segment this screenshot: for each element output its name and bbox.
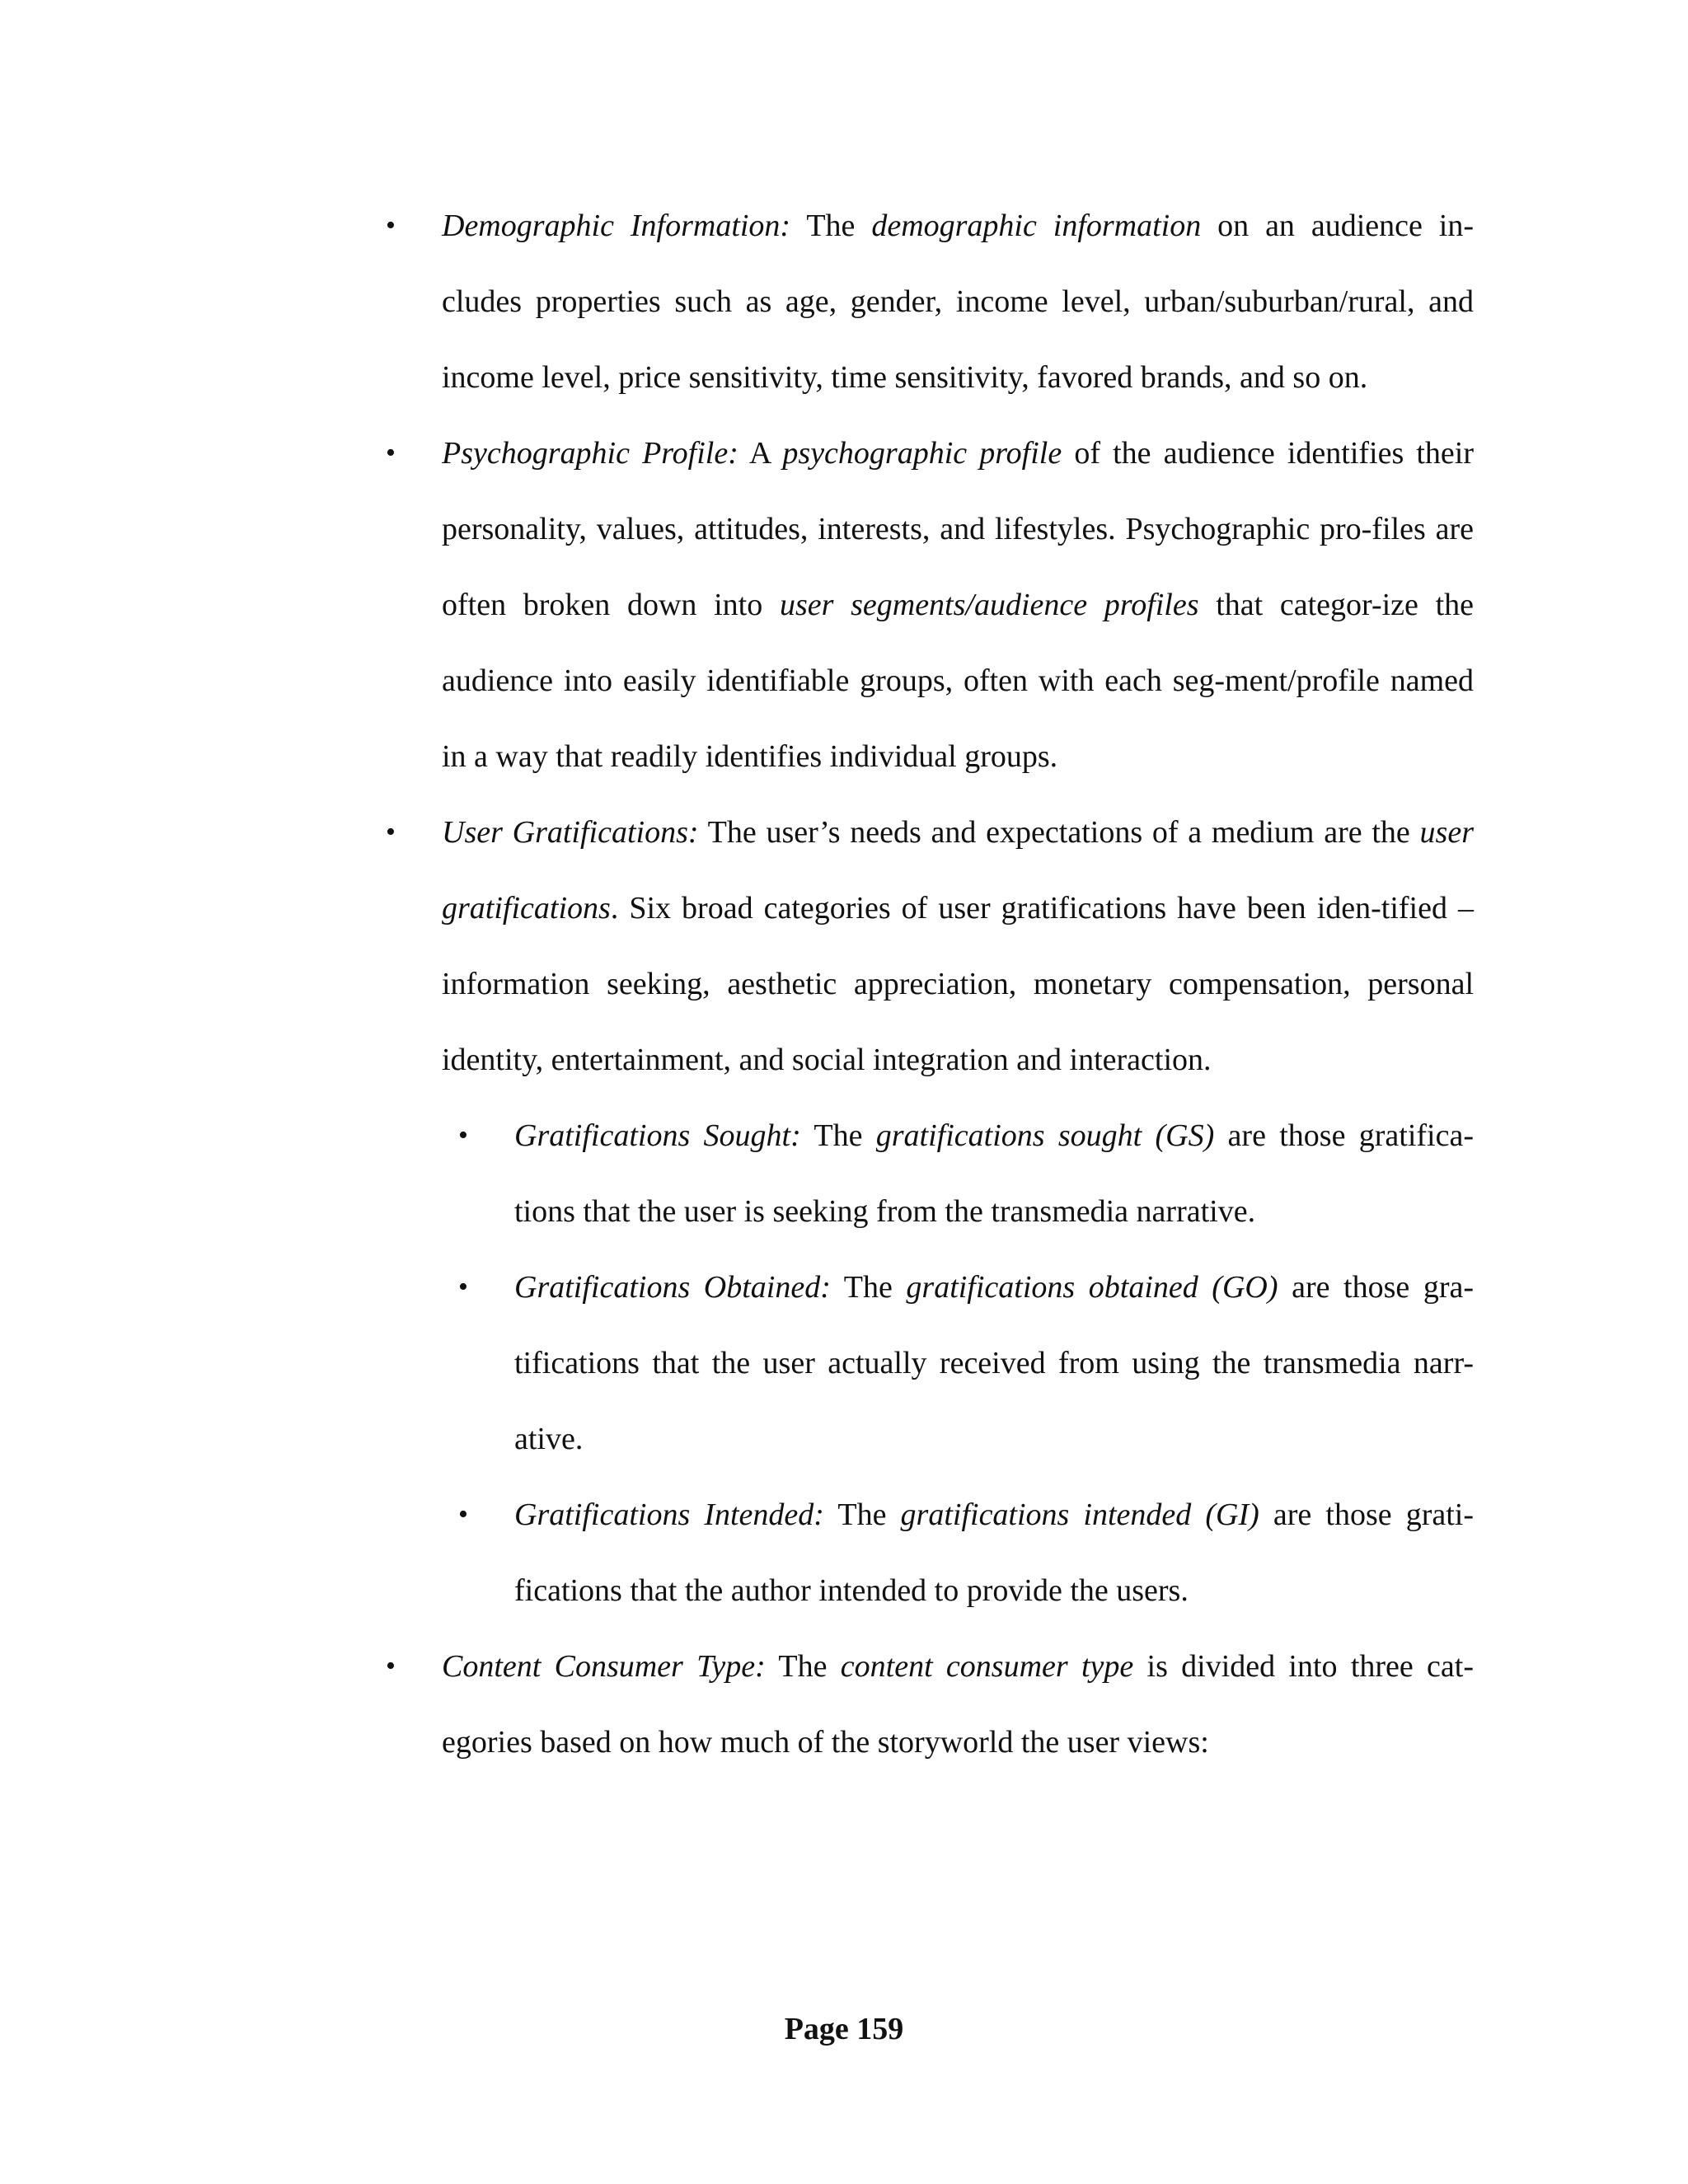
body-text: of the audience identifies their personality, values, attitudes, interests, and lifestyles. Psychographic pro-files are often broken down into <box>442 436 1475 622</box>
list-item-user-gratifications <box>386 794 1474 1098</box>
sublist-item-gratifications-sought <box>458 1098 1474 1249</box>
body-text: The <box>765 1649 841 1684</box>
term-label: Content Consumer Type: <box>442 1649 766 1684</box>
bullet-icon: • <box>386 438 396 468</box>
italic-term: gratifications sought (GS) <box>875 1118 1215 1153</box>
body-text: that categor-ize the audience into easily identifiable groups, often with each seg-ment/profile named in a way that readily identifies individual groups. <box>442 588 1475 774</box>
bullet-icon: • <box>458 1120 468 1151</box>
body-text: is divided into three cat-egories based on how much of the storyworld the user views: <box>442 1649 1474 1760</box>
bullet-list <box>386 188 1474 1780</box>
italic-term: content consumer type <box>840 1649 1134 1684</box>
body-text: The <box>823 1497 901 1532</box>
body-text: on an audience in-cludes properties such as age, gender, income level, urban/suburban/rural, and income level, price sensitivity, time sensitivity, favored brands, and so on. <box>442 209 1474 395</box>
list-item-demographic-information <box>386 188 1474 415</box>
term-label: Gratifications Sought: <box>514 1118 801 1153</box>
bullet-icon: • <box>386 817 396 847</box>
sublist-item-gratifications-intended <box>458 1477 1474 1629</box>
bullet-icon: • <box>386 210 396 241</box>
body-text: The <box>800 1118 876 1153</box>
body-text: are those grati-fications that the author intended to provide the users. <box>514 1497 1474 1608</box>
body-text: A <box>738 436 783 471</box>
body-text: The <box>830 1270 907 1305</box>
term-label: Psychographic Profile: <box>442 436 738 471</box>
term-label: Gratifications Intended: <box>514 1497 824 1532</box>
body-text: The <box>790 209 872 243</box>
sublist-item-gratifications-obtained <box>458 1249 1474 1477</box>
body-text: are those gra-tifications that the user actually received from using the transmedia narr-ative. <box>514 1270 1474 1456</box>
list-item-content-consumer-type <box>386 1629 1474 1780</box>
bullet-icon: • <box>386 1651 396 1681</box>
term-label: Demographic Information: <box>442 209 791 243</box>
italic-term: demographic information <box>871 209 1202 243</box>
bullet-icon: • <box>458 1272 468 1302</box>
body-text: . Six broad categories of user gratifications have been iden-tified – information seeking, aesthetic appreciation, monetary compensation, personal identity, entertainment, and social integration and interaction. <box>442 891 1474 1077</box>
body-text: are those gratifica-tions that the user is seeking from the transmedia narrative. <box>514 1118 1474 1229</box>
italic-term: user segments/audience profiles <box>779 588 1199 622</box>
term-label: User Gratifications: <box>442 815 699 850</box>
page-number: Page 159 <box>784 2012 904 2046</box>
list-item-psychographic-profile <box>386 415 1474 794</box>
body-text: The user’s needs and expectations of a medium are the <box>698 815 1420 850</box>
italic-term: gratifications obtained (GO) <box>906 1270 1278 1305</box>
term-label: Gratifications Obtained: <box>514 1270 831 1305</box>
bullet-icon: • <box>458 1499 468 1530</box>
italic-term: gratifications intended (GI) <box>900 1497 1259 1532</box>
italic-term: user gratifications <box>442 815 1474 926</box>
italic-term: psychographic profile <box>782 436 1062 471</box>
